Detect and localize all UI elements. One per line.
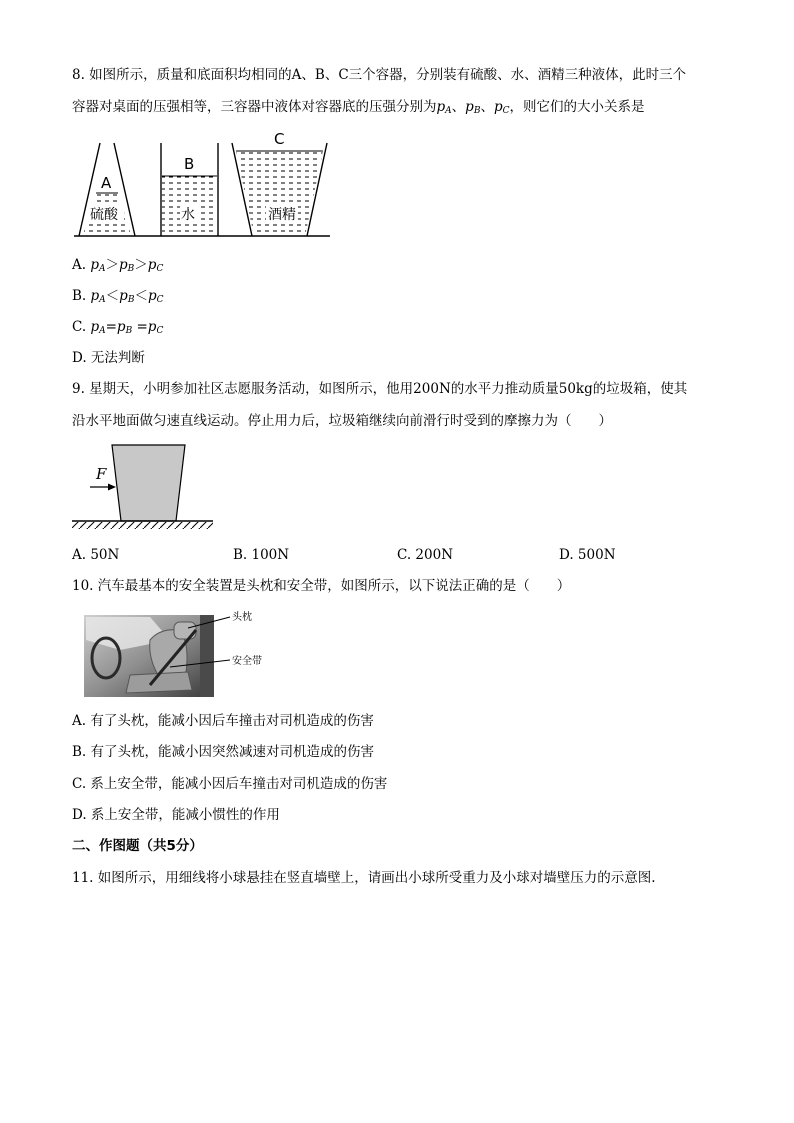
q8-pa: $p_A$ bbox=[436, 99, 452, 116]
q9-option-b: B. 100N bbox=[233, 547, 290, 563]
q8-line2-post: ，则它们的大小关系是 bbox=[509, 99, 645, 115]
q8-pc: $p_C$ bbox=[493, 99, 510, 116]
q10-option-d: D. 系上安全带，能减小惯性的作用 bbox=[72, 807, 280, 823]
q9-line2: 沿水平地面做匀速直线运动。停止用力后，垃圾箱继续向前滑行时受到的摩擦力为（ ） bbox=[72, 413, 612, 429]
q10-option-b: B. 有了头枕，能减小因突然减速对司机造成的伤害 bbox=[72, 744, 375, 760]
label-c: C bbox=[274, 130, 285, 148]
q8-line2: 容器对桌面的压强相等，三容器中液体对容器底的压强分别为$p_A$、$p_B$、$p_C$，则它们的大小关系是 bbox=[72, 99, 645, 116]
q8-option-b: B. $p_A<p_B<p_C$ bbox=[72, 288, 164, 305]
q8-option-d: D. 无法判断 bbox=[72, 350, 145, 366]
q8-line2-pre: 容器对桌面的压强相等，三容器中液体对容器底的压强分别为 bbox=[72, 99, 437, 115]
q8-option-c: C. $p_A=p_B =p_C$ bbox=[72, 319, 164, 336]
label-a: A bbox=[101, 174, 112, 192]
q10-option-c: C. 系上安全带，能减小因后车撞击对司机造成的伤害 bbox=[72, 776, 388, 792]
label-seatbelt: 安全带 bbox=[232, 656, 262, 667]
liquid-a-label: 硫酸 bbox=[90, 207, 118, 223]
q10-line1: 10. 汽车最基本的安全装置是头枕和安全带，如图所示，以下说法正确的是（ ） bbox=[72, 578, 571, 594]
liquid-b-label: 水 bbox=[181, 207, 195, 223]
label-headrest: 头枕 bbox=[232, 612, 252, 623]
label-b: B bbox=[184, 155, 195, 173]
q8-option-a: A. $p_A>p_B>p_C$ bbox=[72, 257, 164, 274]
q9-option-c: C. 200N bbox=[397, 547, 454, 563]
liquid-c-label: 酒精 bbox=[268, 207, 296, 223]
q8-line1: 8. 如图所示，质量和底面积均相同的A、B、C三个容器，分别装有硫酸、水、酒精三种液体，此时三个 bbox=[72, 67, 687, 83]
q9-line1: 9. 星期天，小明参加社区志愿服务活动，如图所示，他用200N的水平力推动质量50kg的垃圾箱，使其 bbox=[72, 381, 688, 397]
q10-option-a: A. 有了头枕，能减小因后车撞击对司机造成的伤害 bbox=[72, 713, 374, 729]
q9-option-d: D. 500N bbox=[559, 547, 616, 563]
headrest-shape bbox=[174, 622, 196, 639]
q11-line1: 11. 如图所示，用细线将小球悬挂在竖直墙壁上，请画出小球所受重力及小球对墙壁压力的示意图. bbox=[72, 870, 656, 886]
force-label: F bbox=[96, 465, 107, 483]
section2-title: 二、作图题（共5分） bbox=[72, 838, 203, 854]
q9-option-a: A. 50N bbox=[72, 547, 120, 563]
q8-pb: $p_B$ bbox=[465, 99, 481, 116]
